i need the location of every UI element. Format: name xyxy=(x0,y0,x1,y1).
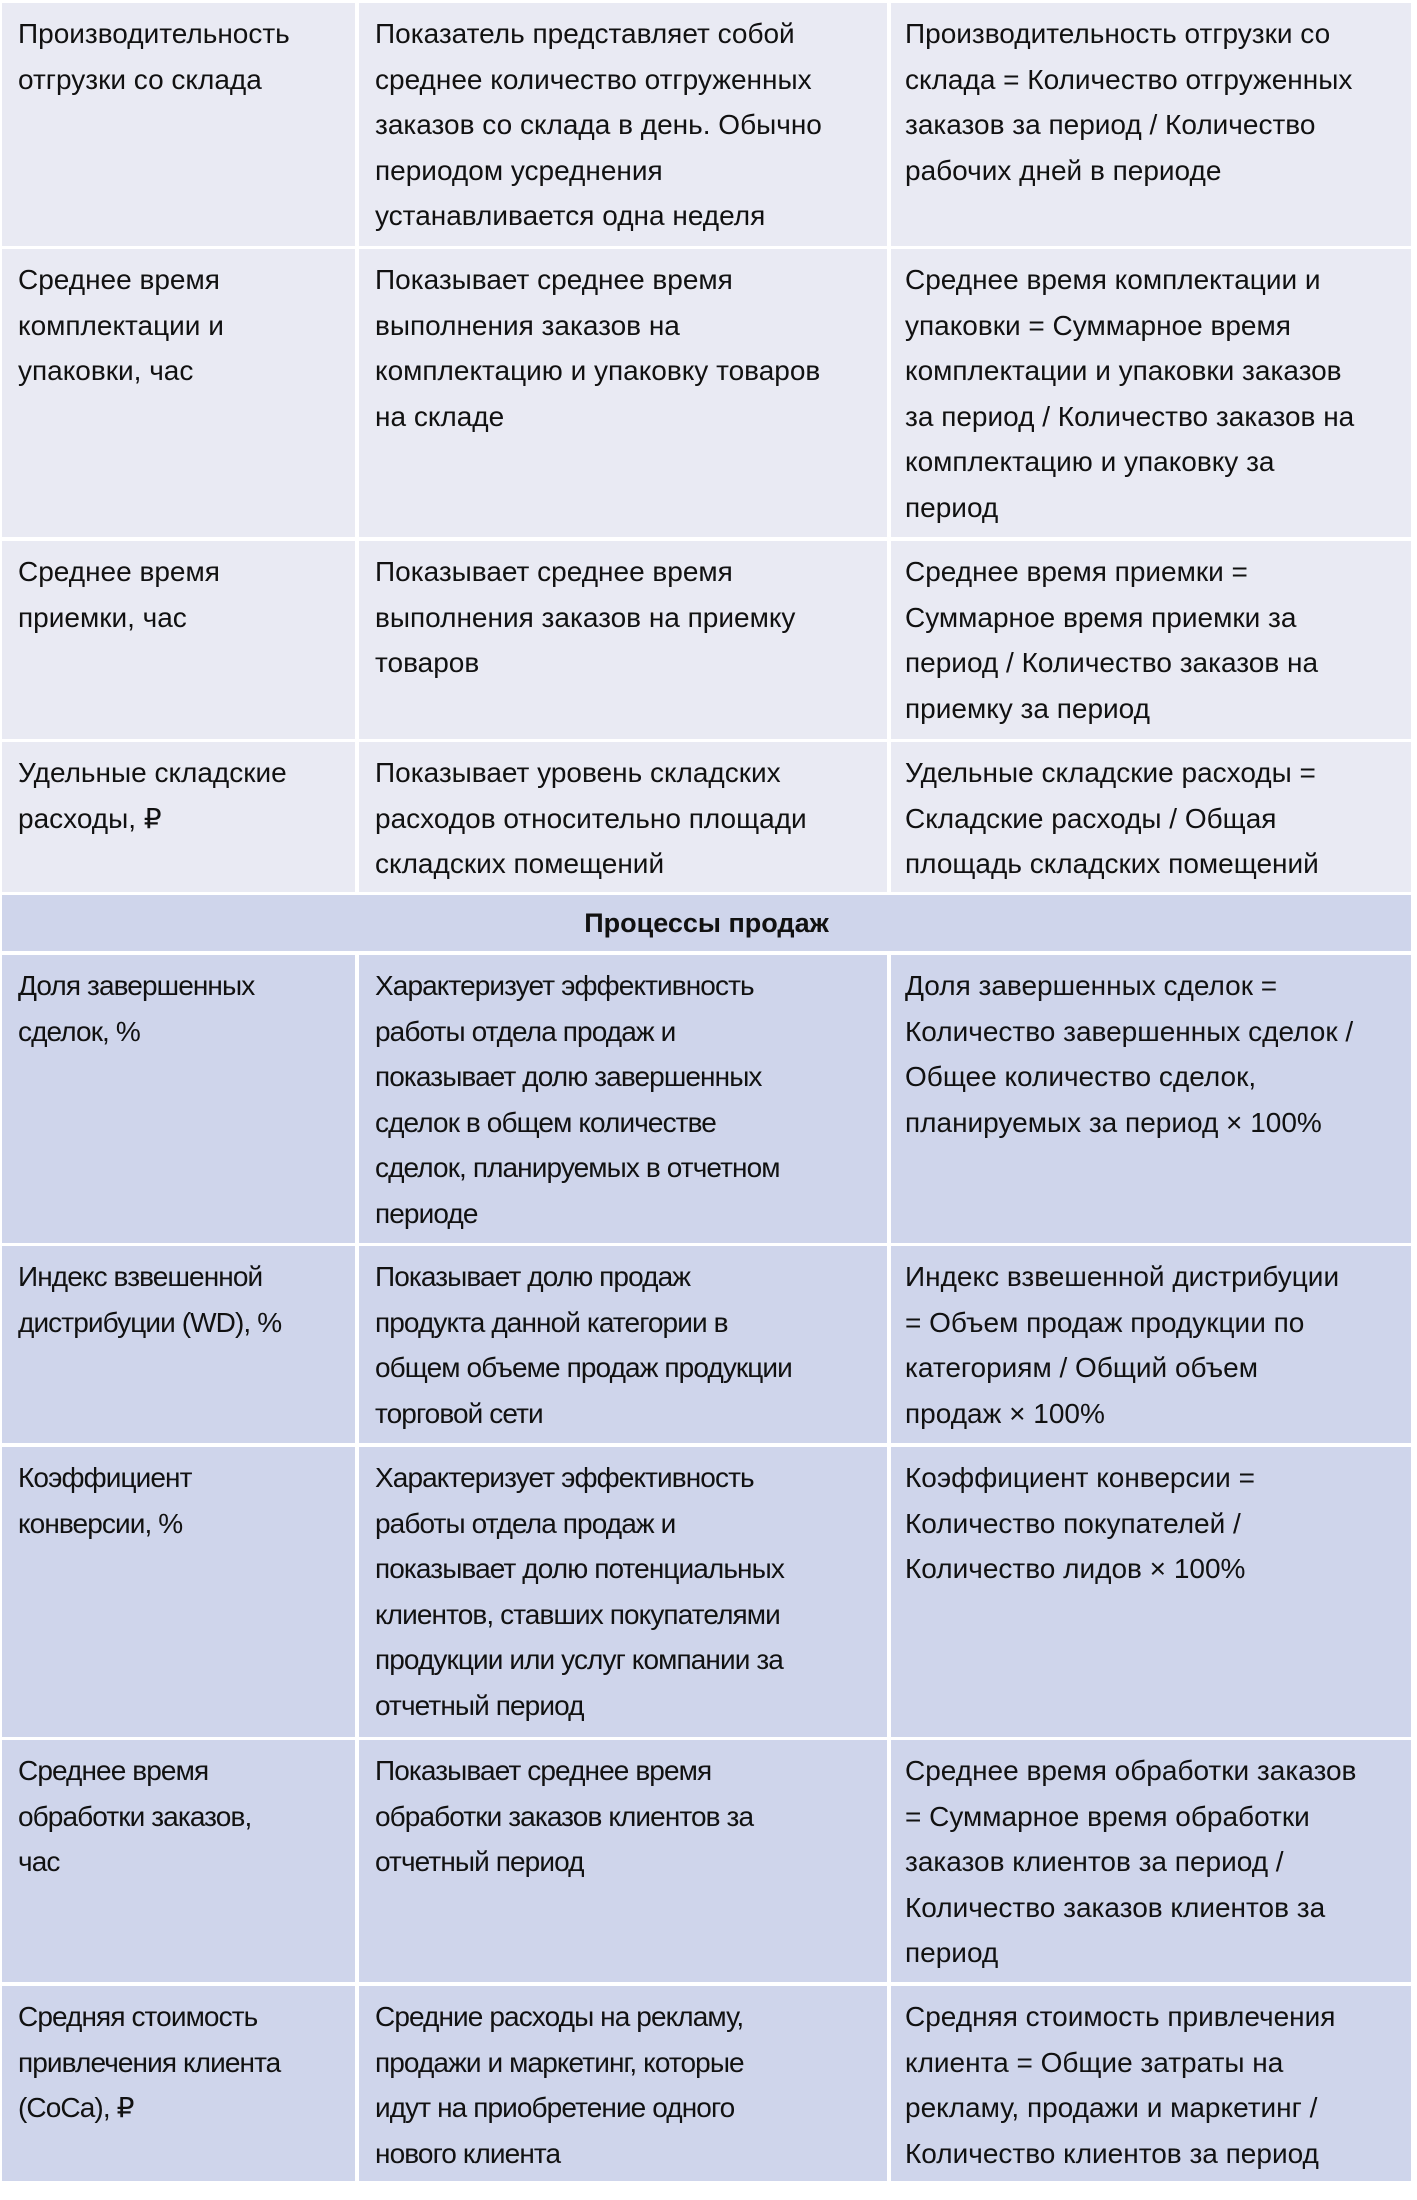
table-row xyxy=(2,3,1411,246)
metric-description: Показывает среднее время обработки заказов клиентов за отчетный период xyxy=(359,1740,887,1982)
table-row xyxy=(2,1740,1411,1982)
table-row xyxy=(2,1246,1411,1443)
table-row xyxy=(2,249,1411,537)
metric-formula: Среднее время обработки заказов = Суммарное время обработки заказов клиентов за период / Количество заказов клиентов за период xyxy=(891,1740,1411,1982)
metric-name: Среднее время обработки заказов, час xyxy=(2,1740,355,1982)
metric-description: Показывает уровень складских расходов относительно площади складских помещений xyxy=(359,742,887,892)
metric-description: Характеризует эффективность работы отдела продаж и показывает долю потенциальных клиентов, ставших покупателями продукции или услуг компании за отчетный период xyxy=(359,1447,887,1737)
table-row xyxy=(2,955,1411,1243)
metric-name: Коэффициент конверсии, % xyxy=(2,1447,355,1737)
metric-formula: Производительность отгрузки со склада = Количество отгруженных заказов за период / Количество рабочих дней в периоде xyxy=(891,3,1411,246)
table-row xyxy=(2,1447,1411,1737)
metric-description: Показатель представляет собой среднее количество отгруженных заказов со склада в день. Обычно периодом усреднения устанавливается одна неделя xyxy=(359,3,887,246)
metric-description: Показывает среднее время выполнения заказов на приемку товаров xyxy=(359,541,887,739)
metric-name: Производительность отгрузки со склада xyxy=(2,3,355,246)
metric-formula: Среднее время приемки = Суммарное время приемки за период / Количество заказов на приемку за период xyxy=(891,541,1411,739)
metric-description: Показывает долю продаж продукта данной категории в общем объеме продаж продукции торговой сети xyxy=(359,1246,887,1443)
metric-name: Доля завершенных сделок, % xyxy=(2,955,355,1243)
metric-formula: Удельные складские расходы = Складские расходы / Общая площадь складских помещений xyxy=(891,742,1411,892)
metric-formula: Среднее время комплектации и упаковки = Суммарное время комплектации и упаковки заказов за период / Количество заказов на комплектацию и упаковку за период xyxy=(891,249,1411,537)
metric-name: Удельные складские расходы, ₽ xyxy=(2,742,355,892)
metric-formula: Средняя стоимость привлечения клиента = Общие затраты на рекламу, продажи и маркетинг / Количество клиентов за период xyxy=(891,1986,1411,2181)
metric-formula: Коэффициент конверсии = Количество покупателей / Количество лидов × 100% xyxy=(891,1447,1411,1737)
metric-name: Среднее время приемки, час xyxy=(2,541,355,739)
metric-description: Характеризует эффективность работы отдела продаж и показывает долю завершенных сделок в общем количестве сделок, планируемых в отчетном периоде xyxy=(359,955,887,1243)
metric-description: Средние расходы на рекламу, продажи и маркетинг, которые идут на приобретение одного нового клиента xyxy=(359,1986,887,2181)
table-row xyxy=(2,541,1411,739)
table-row xyxy=(2,1986,1411,2181)
metric-formula: Доля завершенных сделок = Количество завершенных сделок / Общее количество сделок, планируемых за период × 100% xyxy=(891,955,1411,1243)
metric-formula: Индекс взвешенной дистрибуции = Объем продаж продукции по категориям / Общий объем продаж × 100% xyxy=(891,1246,1411,1443)
metric-description: Показывает среднее время выполнения заказов на комплектацию и упаковку товаров на складе xyxy=(359,249,887,537)
section-header-sales: Процессы продаж xyxy=(2,895,1411,951)
metric-name: Индекс взвешенной дистрибуции (WD), % xyxy=(2,1246,355,1443)
metric-name: Среднее время комплектации и упаковки, час xyxy=(2,249,355,537)
table-row xyxy=(2,742,1411,892)
metric-name: Средняя стоимость привлечения клиента (CoCa), ₽ xyxy=(2,1986,355,2181)
